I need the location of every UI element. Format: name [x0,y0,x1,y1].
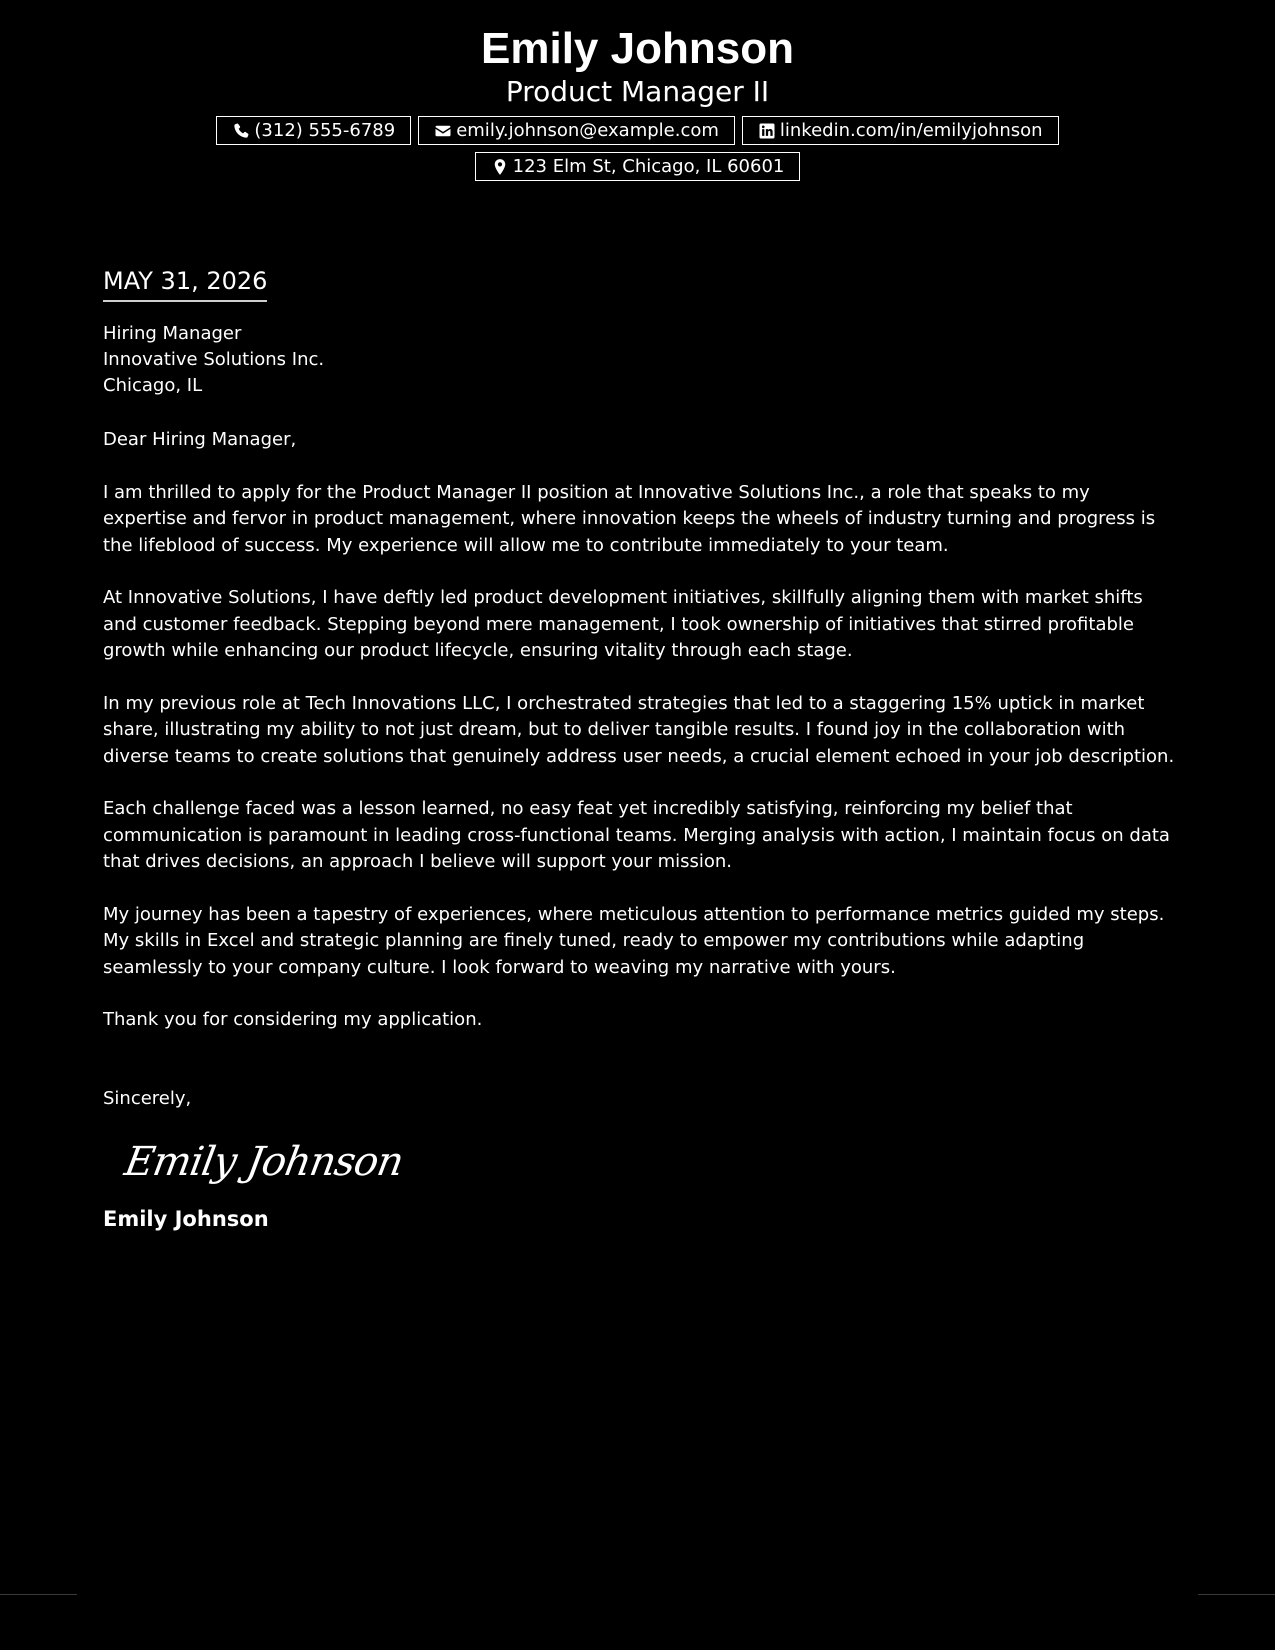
map-pin-icon [491,158,509,176]
body-paragraph: My journey has been a tapestry of experiences, where meticulous attention to performance metrics guided my steps. My skills in Excel and strategic planning are finely tuned, ready to empower my contributions while adapting seamlessly to your company culture. I look forward to weaving my narrative with yours. [103,903,1165,978]
body-paragraph: At Innovative Solutions, I have deftly led product development initiatives, skillfully aligning them with market shifts and customer feedback. Stepping beyond mere management, I took ownership of initiatives that stirred profitable growth while enhancing our product lifecycle, ensuring vitality through each stage. [103,587,1143,661]
applicant-role: Product Manager II [505,75,770,108]
letter-date: MAY 31, 2026 [103,264,267,302]
handwritten-signature: Emily Johnson [121,1139,407,1185]
applicant-name: Emily Johnson [481,24,794,73]
signer-name: Emily Johnson [103,1207,269,1231]
signoff: Sincerely, [103,1087,192,1109]
footer-rule-left [0,1594,77,1595]
footer-rule-right [1198,1594,1275,1595]
recipient-company: Innovative Solutions Inc. [103,349,325,370]
phone-text: (312) 555-6789 [254,120,396,141]
body-paragraph: I am thrilled to apply for the Product Manager II position at Innovative Solutions Inc., a role that speaks to my expertise and fervor in product management, where innovation keeps the wheels of industry turning and progress is the lifeblood of success. My experience will allow me to contribute immediately to your team. [103,481,1156,556]
recipient-location: Chicago, IL [103,375,203,396]
recipient-title: Hiring Manager [103,323,242,344]
address-text: 123 Elm St, Chicago, IL 60601 [512,156,785,177]
contact-row [0,116,1275,145]
linkedin-icon [758,122,776,140]
linkedin-chip[interactable] [742,116,1059,145]
letter-header [0,22,1275,181]
closing-thanks: Thank you for considering my application. [103,1009,483,1030]
body-paragraph: In my previous role at Tech Innovations LLC, I orchestrated strategies that led to a staggering 15% uptick in market share, illustrating my ability to not just dream, but to deliver tangible results. I found joy in the collaboration with diverse teams to create solutions that genuinely address user needs, a crucial element echoed in your job description. [103,692,1175,767]
email-text: emily.johnson@example.com [456,120,719,141]
phone-chip[interactable] [216,116,411,145]
email-chip[interactable] [418,116,735,145]
recipient-block [103,321,1178,399]
address-row [0,152,1275,181]
body-paragraph: Each challenge faced was a lesson learned, no easy feat yet incredibly satisfying, reinforcing my belief that communication is paramount in leading cross-functional teams. Merging analysis with action, I maintain focus on data that drives decisions, an approach I believe will support your mission. [103,798,1170,872]
envelope-icon [434,122,452,140]
salutation: Dear Hiring Manager, [103,429,297,450]
phone-icon [232,122,250,140]
letter-body [103,264,1178,1233]
linkedin-text: linkedin.com/in/emilyjohnson [779,120,1043,141]
address-chip[interactable] [475,152,801,181]
